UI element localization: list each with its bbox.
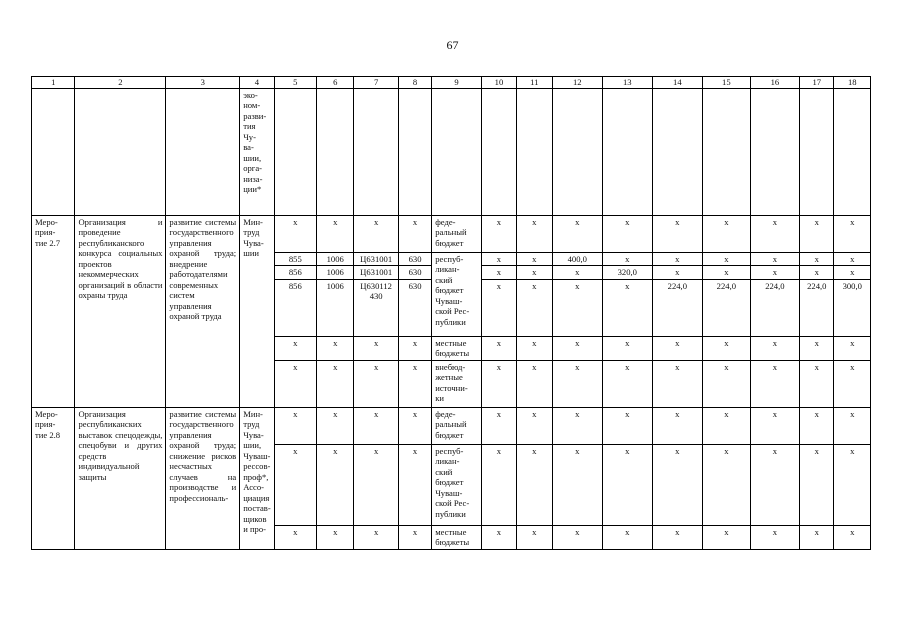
value-cell: x	[800, 266, 834, 279]
column-header: 11	[517, 77, 552, 89]
funding-source: местные бюджеты	[432, 336, 482, 360]
value-cell: x	[552, 216, 603, 253]
code-cell: Ц631001	[354, 253, 398, 266]
code-cell: 1006	[317, 279, 354, 336]
value-cell: x	[481, 253, 516, 266]
code-cell: x	[398, 444, 431, 525]
value-cell: x	[834, 444, 871, 525]
code-cell: x	[354, 336, 398, 360]
table-cell	[398, 89, 431, 216]
value-cell: x	[481, 444, 516, 525]
value-cell: x	[603, 253, 653, 266]
code-cell: x	[274, 444, 316, 525]
value-cell: x	[800, 216, 834, 253]
value-cell: x	[652, 266, 703, 279]
column-header: 12	[552, 77, 603, 89]
code-cell: x	[354, 407, 398, 444]
column-header: 15	[703, 77, 751, 89]
code-cell: 1006	[317, 253, 354, 266]
value-cell: x	[652, 253, 703, 266]
value-cell: x	[552, 266, 603, 279]
value-cell: x	[703, 216, 751, 253]
value-cell: x	[517, 360, 552, 407]
value-cell: x	[481, 336, 516, 360]
value-cell: x	[517, 279, 552, 336]
column-header: 10	[481, 77, 516, 89]
table-cell	[354, 89, 398, 216]
code-cell: x	[398, 360, 431, 407]
funding-source: местные бюджеты	[432, 525, 482, 549]
code-cell: x	[317, 216, 354, 253]
code-cell: 856	[274, 266, 316, 279]
table-cell	[834, 89, 871, 216]
value-cell: x	[481, 216, 516, 253]
executor-cell: эко- ном- разви- тия Чу- ва- шии, орга- низа- ции*	[240, 89, 274, 216]
code-cell: x	[317, 360, 354, 407]
value-cell: 224,0	[652, 279, 703, 336]
value-cell: x	[652, 407, 703, 444]
table-cell	[652, 89, 703, 216]
value-cell: x	[800, 253, 834, 266]
code-cell: 856	[274, 279, 316, 336]
code-cell: x	[398, 216, 431, 253]
measure-name: Организация и проведение республиканского конкурса социальных проектов некоммерческих организаций в области охраны труда	[75, 216, 166, 408]
table-cell	[603, 89, 653, 216]
value-cell: x	[552, 279, 603, 336]
value-cell: 224,0	[800, 279, 834, 336]
table-cell	[274, 89, 316, 216]
table-cell	[481, 89, 516, 216]
code-cell: x	[398, 336, 431, 360]
value-cell: x	[481, 525, 516, 549]
value-cell: x	[703, 407, 751, 444]
value-cell: x	[481, 360, 516, 407]
value-cell: x	[750, 525, 800, 549]
funding-source: внебюд- жетные источни- ки	[432, 360, 482, 407]
code-cell: x	[354, 525, 398, 549]
value-cell: x	[834, 216, 871, 253]
value-cell: 224,0	[750, 279, 800, 336]
measure-executor: Мин- труд Чува- шии	[240, 216, 274, 408]
value-cell: x	[481, 407, 516, 444]
value-cell: x	[800, 444, 834, 525]
value-cell: x	[703, 336, 751, 360]
value-cell: x	[750, 253, 800, 266]
funding-source: респуб- ликан- ский бюджет Чуваш- ской Рес- публики	[432, 253, 482, 337]
value-cell: x	[517, 407, 552, 444]
table-cell	[552, 89, 603, 216]
value-cell: x	[703, 253, 751, 266]
code-cell: x	[274, 336, 316, 360]
measure-2-8-row	[32, 407, 871, 444]
value-cell: x	[750, 444, 800, 525]
value-cell: x	[652, 216, 703, 253]
value-cell: x	[552, 336, 603, 360]
value-cell: x	[834, 253, 871, 266]
measure-2-7-row	[32, 216, 871, 253]
page-number: 67	[446, 38, 459, 52]
value-cell: x	[834, 360, 871, 407]
table-cell	[166, 89, 240, 216]
value-cell: 224,0	[703, 279, 751, 336]
value-cell: x	[800, 525, 834, 549]
column-header: 8	[398, 77, 431, 89]
funding-source: феде- ральный бюджет	[432, 216, 482, 253]
measure-name: Организация республиканских выставок спецодежды, спецобуви и других средств индивидуальной защиты	[75, 407, 166, 549]
value-cell: x	[517, 253, 552, 266]
column-header: 6	[317, 77, 354, 89]
code-cell: x	[274, 360, 316, 407]
table-cell	[317, 89, 354, 216]
value-cell: x	[603, 525, 653, 549]
value-cell: x	[517, 444, 552, 525]
code-cell: x	[274, 407, 316, 444]
value-cell: x	[552, 407, 603, 444]
value-cell: x	[652, 360, 703, 407]
value-cell: x	[652, 525, 703, 549]
value-cell: x	[517, 266, 552, 279]
value-cell: x	[552, 444, 603, 525]
value-cell: 300,0	[834, 279, 871, 336]
continuation-row	[32, 89, 871, 216]
value-cell: x	[552, 525, 603, 549]
code-cell: x	[274, 216, 316, 253]
value-cell: x	[517, 525, 552, 549]
value-cell: x	[750, 216, 800, 253]
value-cell: x	[517, 216, 552, 253]
value-cell: x	[652, 336, 703, 360]
code-cell: x	[398, 407, 431, 444]
value-cell: x	[800, 407, 834, 444]
value-cell: x	[652, 444, 703, 525]
code-cell: x	[317, 336, 354, 360]
value-cell: x	[703, 360, 751, 407]
table-cell	[517, 89, 552, 216]
column-header: 18	[834, 77, 871, 89]
code-cell: x	[398, 525, 431, 549]
value-cell: x	[750, 266, 800, 279]
value-cell: x	[481, 279, 516, 336]
value-cell: 320,0	[603, 266, 653, 279]
code-cell: 630	[398, 266, 431, 279]
budget-table	[31, 76, 871, 550]
code-cell: x	[354, 360, 398, 407]
code-cell: 855	[274, 253, 316, 266]
column-header: 2	[75, 77, 166, 89]
table-cell	[800, 89, 834, 216]
value-cell: x	[750, 336, 800, 360]
value-cell: x	[603, 336, 653, 360]
table-cell	[32, 89, 75, 216]
header-row	[32, 77, 871, 89]
column-header: 3	[166, 77, 240, 89]
code-cell: Ц631001	[354, 266, 398, 279]
column-header: 4	[240, 77, 274, 89]
column-header: 9	[432, 77, 482, 89]
value-cell: x	[834, 336, 871, 360]
value-cell: x	[834, 266, 871, 279]
column-header: 5	[274, 77, 316, 89]
value-cell: 400,0	[552, 253, 603, 266]
funding-source: респуб- ликан- ский бюджет Чуваш- ской Рес- публики	[432, 444, 482, 525]
table-cell	[75, 89, 166, 216]
measure-goal: развитие системы государственного управления охраной труда; внедрение работодателями современных систем управления охраной труда	[166, 216, 240, 408]
code-cell: x	[274, 525, 316, 549]
value-cell: x	[703, 266, 751, 279]
value-cell: x	[603, 216, 653, 253]
value-cell: x	[750, 360, 800, 407]
code-cell: 630	[398, 279, 431, 336]
column-header: 17	[800, 77, 834, 89]
column-header: 13	[603, 77, 653, 89]
code-cell: x	[317, 407, 354, 444]
value-cell: x	[800, 336, 834, 360]
column-header: 16	[750, 77, 800, 89]
column-header: 14	[652, 77, 703, 89]
measure-label: Меро- прия- тие 2.8	[32, 407, 75, 549]
code-cell: Ц630112 430	[354, 279, 398, 336]
value-cell: x	[750, 407, 800, 444]
value-cell: x	[703, 525, 751, 549]
value-cell: x	[703, 444, 751, 525]
value-cell: x	[834, 407, 871, 444]
table-cell	[750, 89, 800, 216]
value-cell: x	[603, 444, 653, 525]
column-header: 1	[32, 77, 75, 89]
table-cell	[703, 89, 751, 216]
value-cell: x	[517, 336, 552, 360]
value-cell: x	[834, 525, 871, 549]
measure-executor: Мин- труд Чува- шии, Чуваш- рессов- проф*, Ассо- циация постав- щиков и про-	[240, 407, 274, 549]
value-cell: x	[603, 279, 653, 336]
code-cell: x	[354, 444, 398, 525]
value-cell: x	[603, 407, 653, 444]
measure-label: Меро- прия- тие 2.7	[32, 216, 75, 408]
table-cell	[432, 89, 482, 216]
value-cell: x	[552, 360, 603, 407]
code-cell: 1006	[317, 266, 354, 279]
code-cell: x	[354, 216, 398, 253]
code-cell: 630	[398, 253, 431, 266]
value-cell: x	[481, 266, 516, 279]
funding-source: феде- ральный бюджет	[432, 407, 482, 444]
code-cell: x	[317, 444, 354, 525]
column-header: 7	[354, 77, 398, 89]
measure-goal: развитие системы государственного управления охраной труда; снижение рисков несчастных случаев на производстве и профессиональ-	[166, 407, 240, 549]
value-cell: x	[800, 360, 834, 407]
value-cell: x	[603, 360, 653, 407]
code-cell: x	[317, 525, 354, 549]
